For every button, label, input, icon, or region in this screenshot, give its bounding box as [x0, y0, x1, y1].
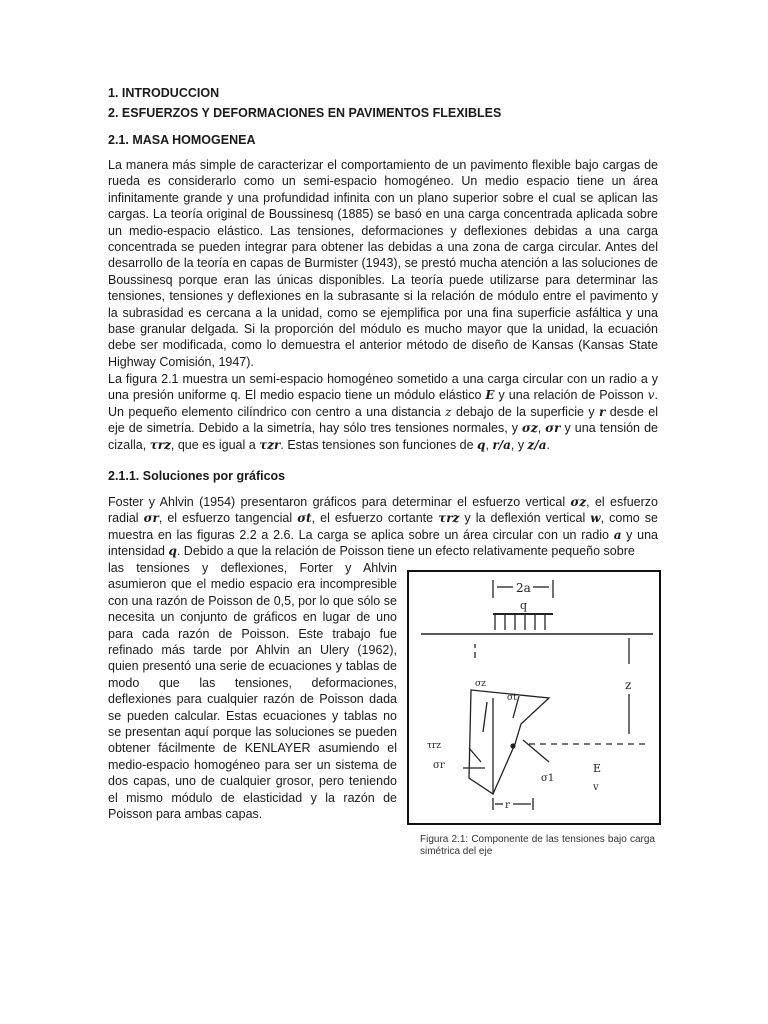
- paragraph-kenlayer: las tensiones y deflexiones, Forter y Ahlvin asumieron que el medio espacio era incompresible con una razón de Poisson de 0,5, por lo que sólo se necesita un conjunto de gráficos en lugar de uno para cada razón de Poisson. Este trabajo fue refinado más tarde por Ahlvin an Ulery (1962), quien presentó una serie de ecuaciones y tablas de modo que las tensiones, deformaciones, deflexiones para cualquier razón de Poisson dada se pueden calcular. Estas ecuaciones y tablas no se presentan aquí porque las soluciones se pueden obtener fácilmente de KENLAYER asumiendo el medio-espacio homogéneo para ser un sistema de dos capas, uno de cualquier grosor, pero teniendo el mismo módulo de elasticidad y la razón de Poisson para ambas capas.: [108, 561, 397, 822]
- symbol-sigma-z: σz: [570, 495, 587, 509]
- stress-diagram: [409, 572, 659, 823]
- p2-text-2: y una relación de Poisson: [494, 388, 648, 403]
- element-center-point: [510, 743, 515, 748]
- label-sigma-r: σr: [433, 760, 445, 771]
- tau-rz-arrow: [469, 748, 481, 762]
- pressure-arrows: [495, 614, 545, 630]
- p2-text-5: desde el eje de simetría. Debido a la simetría, hay sólo tres tensiones normales, y: [108, 404, 658, 436]
- label-tau-rz: τrz: [427, 741, 442, 751]
- figure-caption: Figura 2.1: Componente de las tensiones bajo carga simétrica del eje: [420, 834, 655, 857]
- p2-text-3: . Un pequeño elemento cilíndrico con centro a una distancia: [108, 388, 659, 419]
- symbol-r-over-a: r/a: [492, 437, 511, 452]
- label-sigma-z: σz: [475, 679, 486, 689]
- symbol-tau-rz: τrz: [149, 437, 171, 452]
- label-E: E: [593, 762, 602, 775]
- symbol-E: E: [485, 388, 495, 403]
- label-v: v: [593, 782, 599, 793]
- symbol-sigma-z: σz: [522, 421, 538, 436]
- p2-text-6: y una tensión de cizalla,: [108, 421, 658, 452]
- p2-text-4: debajo de la superficie y: [451, 404, 600, 419]
- p2-comma-1: ,: [537, 421, 546, 436]
- p3-text-1: Foster y Ahlvin (1954) presentaron gráficos para determinar el esfuerzo vertical: [108, 495, 571, 509]
- symbol-q: q: [477, 437, 486, 452]
- symbol-q: q: [168, 544, 177, 559]
- cylinder-element: [469, 690, 549, 794]
- symbol-a: a: [613, 527, 622, 542]
- label-r: r: [505, 800, 510, 811]
- label-sigma-t: σt: [507, 693, 517, 703]
- p3-text-2: , el esfuerzo radial: [108, 495, 658, 526]
- label-q: q: [520, 599, 528, 612]
- p3-text-4: , el esfuerzo cortante: [311, 511, 439, 526]
- figure-2-1: [407, 570, 661, 825]
- label-2a: 2a: [516, 581, 531, 595]
- p2-comma-3: , y: [510, 437, 528, 452]
- p2-text-7: , que es igual a: [170, 437, 260, 452]
- p3-text-8: . Debido a que la relación de Poisson tiene un efecto relativamente pequeño sobre: [176, 544, 635, 559]
- symbol-z-over-a: z/a: [527, 437, 547, 452]
- sigma-1-arrow: [523, 740, 549, 762]
- heading-masa-homogenea: 2.1. MASA HOMOGENEA: [108, 133, 256, 147]
- paragraph-figura: [108, 371, 658, 453]
- p3-text-6: , como se muestra en las figuras 2.2 a 2.6. La carga se aplica sobre un área circular con un radio: [108, 511, 659, 542]
- p3-text-7: y una intensidad: [108, 527, 658, 559]
- symbol-r: r: [599, 404, 606, 419]
- p2-text-9: .: [546, 437, 551, 452]
- heading-soluciones-graficos: 2.1.1. Soluciones por gráficos: [108, 469, 286, 483]
- p2-comma-2: ,: [485, 437, 493, 452]
- symbol-sigma-r: σr: [143, 511, 159, 526]
- paragraph-foster-ahlvin: [108, 494, 658, 560]
- paragraph-intro: La manera más simple de caracterizar el comportamiento de un pavimento flexible bajo cargas de rueda es considerarlo como un semi-espacio homogéneo. Un medio espacio tiene un área infinitamente grande y una profundidad infinita con un plano superior sobre el cual se aplican las cargas. La teoría original de Boussinesq (1885) se basó en una carga concentrada aplicada sobre un medio-espacio elástico. Las tensiones, deformaciones y deflexiones debidas a una carga concentrada se pueden integrar para obtener las debidas a una zona de carga circular. Antes del desarrollo de la teoría en capas de Burmister (1943), se prestó mucha atención a las soluciones de Boussinesq porque eran las únicas disponibles. La teoría puede utilizarse para determinar las tensiones, tensiones y deflexiones en la subrasante si la relación de módulo entre el pavimento y la subrasidad es cercana a la unidad, como se ejemplifica por una fina superficie asfáltica y una base granular delgada. Si la proporción del módulo es mucho mayor que la unidad, la ecuación debe ser modificada, como lo demuestra el anterior método de diseño de Kansas (Kansas State Highway Comisión, 1947).: [108, 158, 658, 369]
- sigma-z-arrow: [483, 702, 487, 732]
- p2-text-8: . Estas tensiones son funciones de: [280, 437, 478, 452]
- heading-esfuerzos: 2. ESFUERZOS Y DEFORMACIONES EN PAVIMENTOS FLEXIBLES: [108, 106, 502, 120]
- symbol-sigma-t: σt: [297, 511, 312, 526]
- symbol-nu: 𝑣: [647, 388, 655, 403]
- p2-text-1: La figura 2.1 muestra un semi-espacio homogéneo sometido a una carga circular con un radio a y una presión uniforme q. El medio espacio tiene un módulo elástico: [108, 372, 658, 403]
- symbol-tau-zr: τzr: [259, 437, 281, 452]
- label-sigma-1: σ1: [541, 773, 555, 784]
- symbol-sigma-r: σr: [545, 421, 561, 436]
- symbol-z: z: [445, 404, 452, 419]
- symbol-tau-rz: τrz: [438, 511, 460, 526]
- p3-text-3: , el esfuerzo tangencial: [158, 511, 298, 526]
- symbol-w: w: [590, 511, 601, 526]
- p3-text-5: y la deflexión vertical: [459, 511, 591, 526]
- heading-introduccion: 1. INTRODUCCION: [108, 86, 220, 100]
- label-z: z: [625, 678, 632, 692]
